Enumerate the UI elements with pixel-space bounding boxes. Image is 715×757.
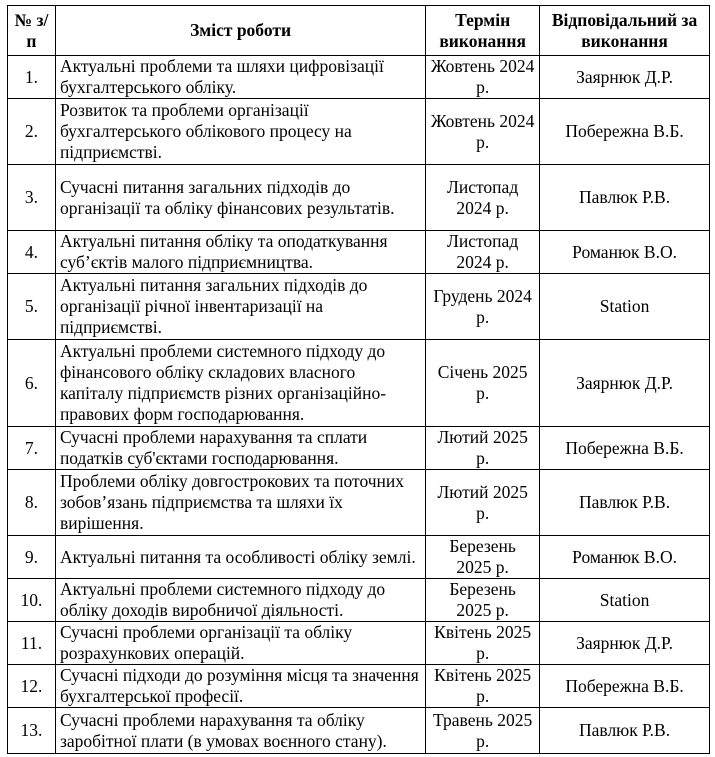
row-term: Листопад 2024 р.	[426, 231, 540, 274]
row-content: Актуальні питання та особливості обліку землі.	[55, 536, 425, 579]
row-content: Сучасні проблеми нарахування та сплати податків суб'єктами господарювання.	[55, 427, 425, 470]
table-row	[8, 231, 710, 274]
row-number: 11.	[8, 622, 56, 665]
row-term: Квітень 2025 р.	[426, 665, 540, 708]
row-content: Актуальні проблеми системного підходу до фінансового обліку складових власного капіталу підприємств різних організаційно-правових форм господарювання.	[55, 340, 425, 427]
row-responsible: Романюк В.О.	[540, 536, 710, 579]
row-content: Сучасні проблеми організації та обліку розрахункових операцій.	[55, 622, 425, 665]
row-content: Сучасні проблеми нарахування та обліку заробітної плати (в умовах воєнного стану).	[55, 708, 425, 754]
table-row	[8, 340, 710, 427]
row-term: Березень 2025 р.	[426, 536, 540, 579]
row-responsible: Побережна В.Б.	[540, 99, 710, 165]
row-number: 10.	[8, 579, 56, 622]
table-row	[8, 536, 710, 579]
table-row	[8, 56, 710, 99]
row-content: Проблеми обліку довгострокових та поточних зобов’язань підприємства та шляхи їх вирішення.	[55, 470, 425, 536]
row-responsible: Station	[540, 579, 710, 622]
row-responsible: Романюк В.О.	[540, 231, 710, 274]
row-term: Квітень 2025 р.	[426, 622, 540, 665]
row-term: Грудень 2024 р.	[426, 274, 540, 340]
row-number: 2.	[8, 99, 56, 165]
row-number: 4.	[8, 231, 56, 274]
table-row	[8, 427, 710, 470]
row-responsible: Павлюк Р.В.	[540, 708, 710, 754]
table-row	[8, 579, 710, 622]
table-row	[8, 708, 710, 754]
row-term: Лютий 2025 р.	[426, 470, 540, 536]
row-term: Травень 2025 р.	[426, 708, 540, 754]
row-responsible: Заярнюк Д.Р.	[540, 622, 710, 665]
row-term: Жовтень 2024 р.	[426, 56, 540, 99]
row-content: Розвиток та проблеми організації бухгалтерського облікового процесу на підприємстві.	[55, 99, 425, 165]
row-number: 9.	[8, 536, 56, 579]
row-content: Сучасні питання загальних підходів до організації та обліку фінансових результатів.	[55, 165, 425, 231]
row-number: 13.	[8, 708, 56, 754]
table-header-row	[8, 6, 710, 56]
header-number	[8, 6, 56, 56]
header-number-label: № з/п	[14, 9, 49, 51]
table-row	[8, 622, 710, 665]
row-responsible: Павлюк Р.В.	[540, 165, 710, 231]
row-number: 7.	[8, 427, 56, 470]
row-content: Актуальні проблеми та шляхи цифровізації бухгалтерського обліку.	[55, 56, 425, 99]
row-responsible: Заярнюк Д.Р.	[540, 340, 710, 427]
row-responsible: Заярнюк Д.Р.	[540, 56, 710, 99]
header-content: Зміст роботи	[55, 6, 425, 56]
row-number: 5.	[8, 274, 56, 340]
row-term: Листопад 2024 р.	[426, 165, 540, 231]
row-content: Сучасні підходи до розуміння місця та значення бухгалтерської професії.	[55, 665, 425, 708]
row-number: 12.	[8, 665, 56, 708]
row-number: 1.	[8, 56, 56, 99]
row-responsible: Павлюк Р.В.	[540, 470, 710, 536]
row-term: Березень 2025 р.	[426, 579, 540, 622]
row-responsible: Побережна В.Б.	[540, 665, 710, 708]
table-row	[8, 665, 710, 708]
row-number: 6.	[8, 340, 56, 427]
row-term: Лютий 2025 р.	[426, 427, 540, 470]
header-responsible: Відповідальний за виконання	[540, 6, 710, 56]
row-content: Актуальні питання обліку та оподаткування суб’єктів малого підприємництва.	[55, 231, 425, 274]
row-responsible: Побережна В.Б.	[540, 427, 710, 470]
work-plan-table	[7, 5, 710, 754]
row-number: 8.	[8, 470, 56, 536]
row-content: Актуальні питання загальних підходів до організації річної інвентаризації на підприємстві.	[55, 274, 425, 340]
row-responsible: Station	[540, 274, 710, 340]
row-term: Жовтень 2024 р.	[426, 99, 540, 165]
table-row	[8, 274, 710, 340]
row-content: Актуальні проблеми системного підходу до обліку доходів виробничої діяльності.	[55, 579, 425, 622]
table-row	[8, 165, 710, 231]
row-term: Січень 2025 р.	[426, 340, 540, 427]
header-term: Термін виконання	[426, 6, 540, 56]
table-row	[8, 99, 710, 165]
row-number: 3.	[8, 165, 56, 231]
table-row	[8, 470, 710, 536]
